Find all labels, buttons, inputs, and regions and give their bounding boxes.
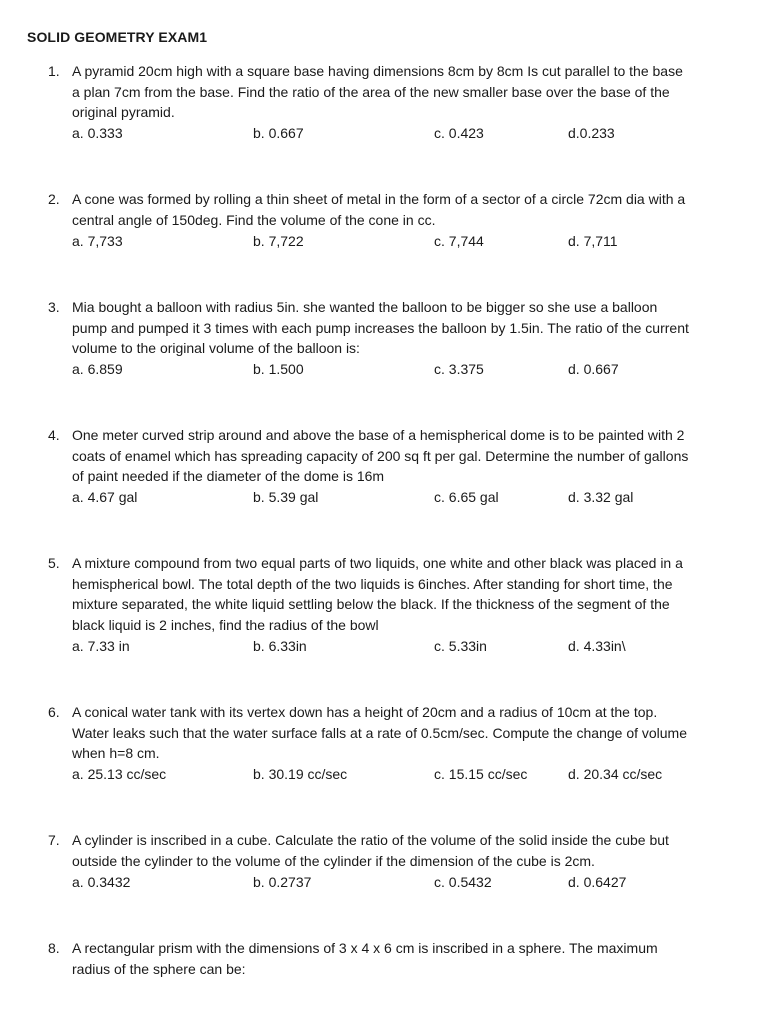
option-d: d. 3.32 gal [568, 489, 634, 505]
option-c: c. 5.33in [434, 638, 487, 654]
option-d: d. 4.33in\ [568, 638, 626, 654]
option-c: c. 15.15 cc/sec [434, 766, 528, 782]
question-text: A cone was formed by rolling a thin sheet of metal in the form of a sector of a circle 72cm dia with a central angle of 150deg. Find the volume of the cone in cc. [72, 191, 686, 228]
option-d: d. 0.667 [568, 361, 619, 377]
option-a: a. 6.859 [72, 361, 123, 377]
answer-options-2 [0, 231, 768, 252]
question-number: 3. [48, 299, 60, 315]
option-a: a. 0.333 [72, 125, 123, 141]
option-b: b. 30.19 cc/sec [253, 766, 348, 782]
question-number: 8. [48, 940, 60, 956]
option-a: a. 0.3432 [72, 874, 131, 890]
option-a: a. 4.67 gal [72, 489, 138, 505]
option-d: d. 0.6427 [568, 874, 627, 890]
option-d: d. 20.34 cc/sec [568, 766, 663, 782]
question-number: 1. [48, 63, 60, 79]
question-text: A rectangular prism with the dimensions of 3 x 4 x 6 cm is inscribed in a sphere. The maximum radius of the sphere can be: [72, 940, 658, 977]
question-number: 4. [48, 427, 60, 443]
question-text: A pyramid 20cm high with a square base having dimensions 8cm by 8cm Is cut parallel to the base a plan 7cm from the base. Find the ratio of the area of the new smaller base over the base of the original pyramid. [72, 63, 683, 121]
question-text: A cylinder is inscribed in a cube. Calculate the ratio of the volume of the solid inside the cube but outside the cylinder to the volume of the cylinder if the dimension of the cube is 2cm. [72, 832, 669, 869]
question-number: 2. [48, 191, 60, 207]
option-a: a. 7.33 in [72, 638, 130, 654]
option-b: b. 0.667 [253, 125, 304, 141]
answer-options-5 [0, 636, 768, 657]
answer-options-6 [0, 764, 768, 785]
question-text: A conical water tank with its vertex down has a height of 20cm and a radius of 10cm at the top. Water leaks such that the water surface falls at a rate of 0.5cm/sec. Compute the change of volume when h=8 cm. [72, 704, 688, 762]
option-a: a. 7,733 [72, 233, 123, 249]
question-number: 6. [48, 704, 60, 720]
option-b: b. 6.33in [253, 638, 307, 654]
option-c: c. 0.5432 [434, 874, 492, 890]
answer-options-3 [0, 359, 768, 380]
question-text: A mixture compound from two equal parts of two liquids, one white and other black was placed in a hemispherical bowl. The total depth of the two liquids is 6inches. After standing for short time, the mixture separated, the white liquid settling below the black. If the thickness of the segment of the black liquid is 2 inches, find the radius of the bowl [72, 555, 683, 634]
option-d: d.0.233 [568, 125, 615, 141]
option-b: b. 1.500 [253, 361, 304, 377]
option-c: c. 6.65 gal [434, 489, 499, 505]
option-d: d. 7,711 [568, 233, 618, 249]
answer-options-7 [0, 872, 768, 893]
document-title: SOLID GEOMETRY EXAM1 [27, 29, 208, 45]
option-a: a. 25.13 cc/sec [72, 766, 167, 782]
answer-options-1 [0, 123, 768, 144]
question-number: 7. [48, 832, 60, 848]
option-c: c. 7,744 [434, 233, 484, 249]
question-number: 5. [48, 555, 60, 571]
option-c: c. 0.423 [434, 125, 484, 141]
option-b: b. 5.39 gal [253, 489, 319, 505]
option-b: b. 0.2737 [253, 874, 312, 890]
question-text: One meter curved strip around and above the base of a hemispherical dome is to be painted with 2 coats of enamel which has spreading capacity of 200 sq ft per gal. Determine the number of gallons of paint needed if the diameter of the dome is 16m [72, 427, 689, 485]
question-text: Mia bought a balloon with radius 5in. she wanted the balloon to be bigger so she use a balloon pump and pumped it 3 times with each pump increases the balloon by 1.5in. The ratio of the current volume to the original volume of the balloon is: [72, 299, 689, 357]
answer-options-4 [0, 487, 768, 508]
option-c: c. 3.375 [434, 361, 484, 377]
option-b: b. 7,722 [253, 233, 304, 249]
